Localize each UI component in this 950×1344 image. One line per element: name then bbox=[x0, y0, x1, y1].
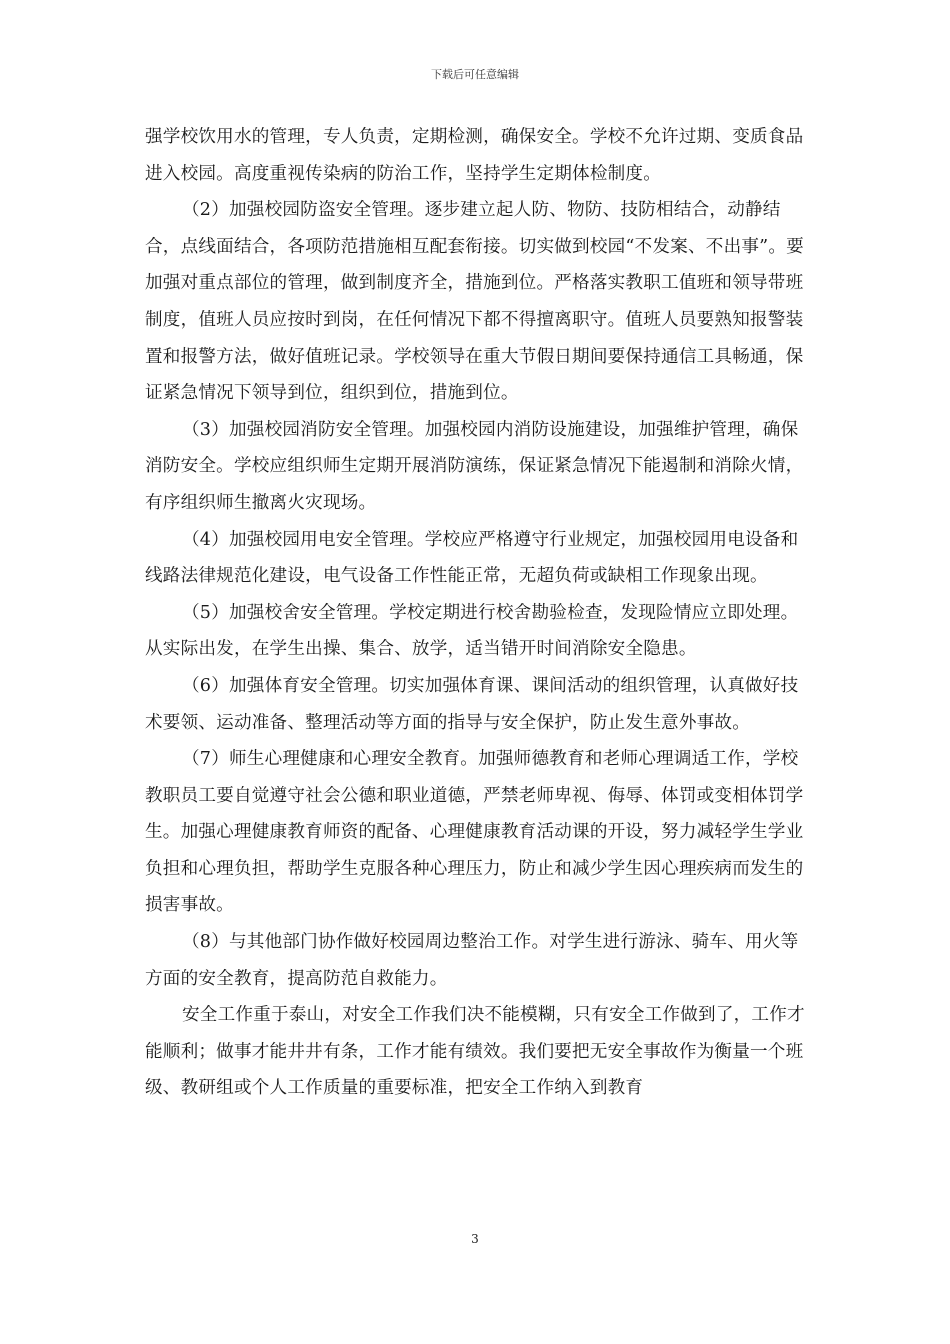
paragraph-item-6: （6）加强体育安全管理。切实加强体育课、课间活动的组织管理，认真做好技术要领、运动准备、整理活动等方面的指导与安全保护，防止发生意外事故。 bbox=[145, 675, 799, 733]
document-body bbox=[145, 119, 809, 1107]
page-number: 3 bbox=[471, 1232, 479, 1246]
paragraph-item-8: （8）与其他部门协作做好校园周边整治工作。对学生进行游泳、骑车、用火等方面的安全教育，提高防范自救能力。 bbox=[145, 932, 799, 989]
paragraph-item-2: （2）加强校园防盗安全管理。逐步建立起人防、物防、技防相结合，动静结合，点线面结合，各项防范措施相互配套衔接。切实做到校园“不发案、不出事”。要加强对重点部位的管理，做到制度齐全，措施到位。严格落实教职工值班和领导带班制度，值班人员应按时到岗，在任何情况下都不得擅离职守。值班人员要熟知报警装置和报警方法，做好值班记录。学校领导在重大节假日期间要保持通信工具畅通，保证紧急情况下领导到位，组织到位，措施到位。 bbox=[145, 200, 804, 404]
paragraph-item-5: （5）加强校舍安全管理。学校定期进行校舍勘验检查，发现险情应立即处理。从实际出发，在学生出操、集合、放学，适当错开时间消除安全隐患。 bbox=[145, 602, 799, 660]
page-header: 下载后可任意编辑 bbox=[431, 68, 519, 81]
paragraph-item-7: （7）师生心理健康和心理安全教育。加强师德教育和老师心理调适工作，学校教职员工要自觉遵守社会公德和职业道德，严禁老师卑视、侮辱、体罚或变相体罚学生。加强心理健康教育师资的配备、心理健康教育活动课的开设，努力减轻学生学业负担和心理负担，帮助学生克服各种心理压力，防止和减少学生因心理疾病而发生的损害事故。 bbox=[145, 749, 804, 916]
paragraph-item-4: （4）加强校园用电安全管理。学校应严格遵守行业规定，加强校园用电设备和线路法律规范化建设，电气设备工作性能正常，无超负荷或缺相工作现象出现。 bbox=[145, 529, 799, 587]
paragraph-item-3: （3）加强校园消防安全管理。加强校园内消防设施建设，加强维护管理，确保消防安全。学校应组织师生定期开展消防演练，保证紧急情况下能遏制和消除火情，有序组织师生撤离火灾现场。 bbox=[145, 419, 804, 513]
paragraph-conclusion: 安全工作重于泰山，对安全工作我们决不能模糊，只有安全工作做到了，工作才能顺利；做事才能井井有条，工作才能有绩效。我们要把无安全事故作为衡量一个班级、教研组或个人工作质量的重要标准，把安全工作纳入到教育 bbox=[145, 1005, 805, 1099]
paragraph-continuation: 强学校饮用水的管理，专人负责，定期检测，确保安全。学校不允许过期、变质食品进入校园。高度重视传染病的防治工作，坚持学生定期体检制度。 bbox=[145, 127, 804, 184]
